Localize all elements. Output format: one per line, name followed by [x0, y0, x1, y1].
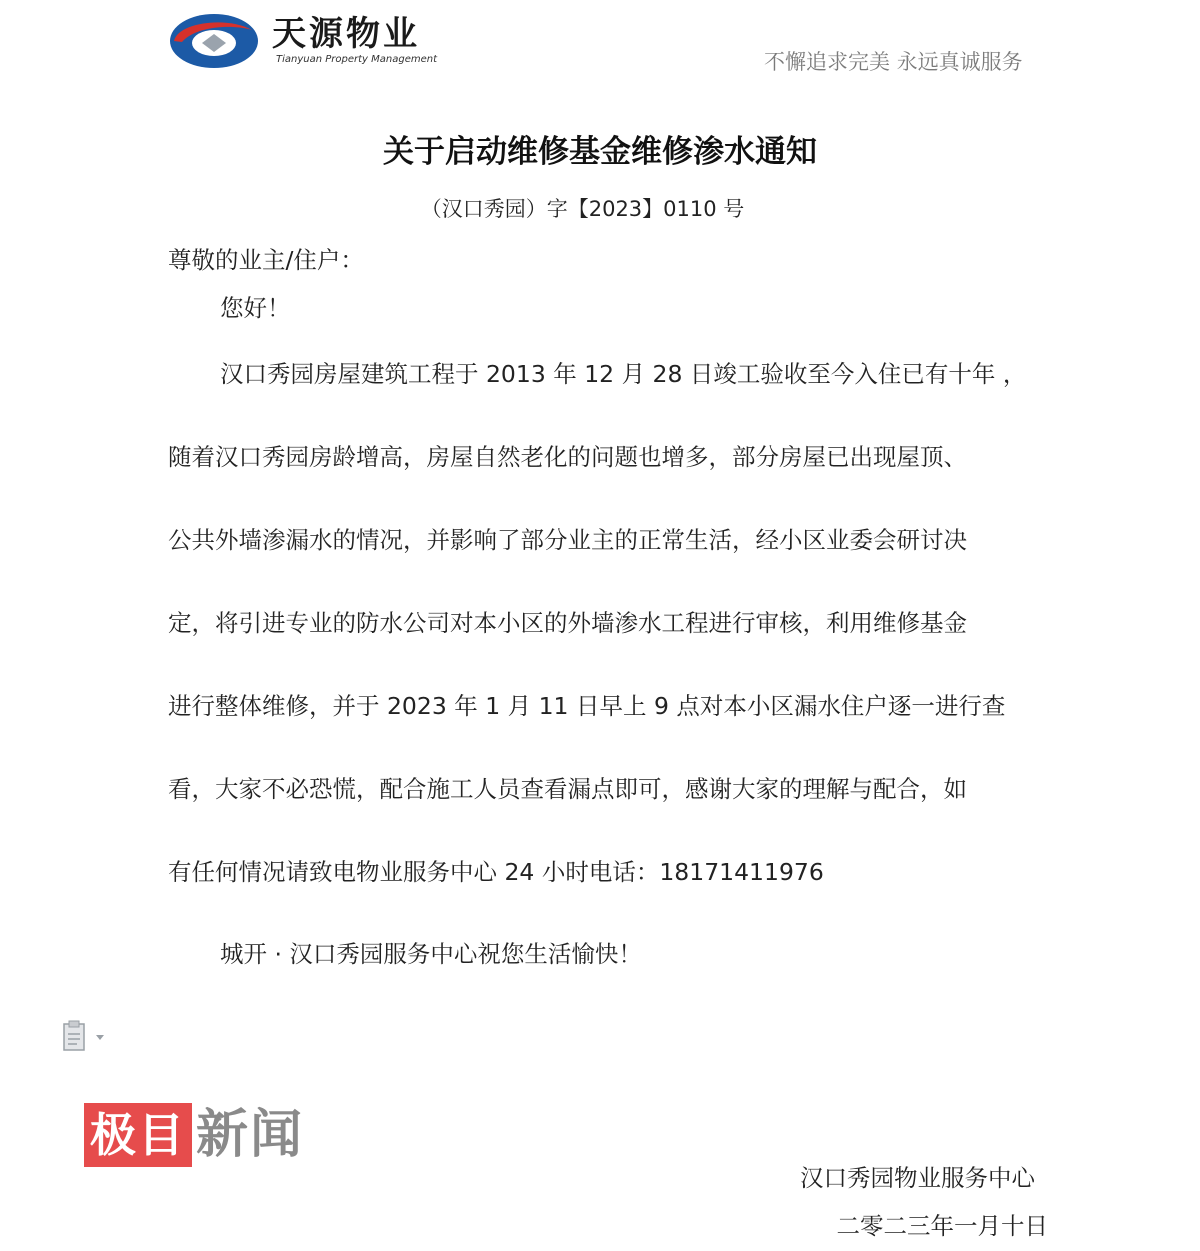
body-line: 定，将引进专业的防水公司对本小区的外墙渗水工程进行审核，利用维修基金 — [168, 609, 967, 637]
clipboard-icon[interactable] — [62, 1020, 110, 1052]
signature-date: 二零二三年一月十日 — [836, 1212, 1048, 1240]
company-logo-icon — [168, 12, 260, 70]
watermark-logo — [84, 1103, 304, 1167]
notice-number: （汉口秀园）字【2023】0110 号 — [420, 197, 745, 221]
notice-title: 关于启动维修基金维修渗水通知 — [383, 134, 817, 170]
signature-organization: 汉口秀园物业服务中心 — [800, 1164, 1035, 1192]
body-line: 汉口秀园房屋建筑工程于 2013 年 12 月 28 日竣工验收至今入住已有十年 ， — [220, 360, 1027, 388]
company-slogan: 不懈追求完美 永远真诚服务 — [764, 50, 1023, 74]
watermark-boxed-text: 极目 — [84, 1103, 192, 1167]
body-line: 进行整体维修，并于 2023 年 1 月 11 日早上 9 点对本小区漏水住户逐一进行查 — [168, 692, 1006, 720]
body-line: 看，大家不必恐慌，配合施工人员查看漏点即可，感谢大家的理解与配合，如 — [168, 775, 967, 803]
body-line: 随着汉口秀园房龄增高，房屋自然老化的问题也增多，部分房屋已出现屋顶、 — [168, 443, 967, 471]
greeting: 您好！ — [220, 294, 291, 322]
body-line: 有任何情况请致电物业服务中心 24 小时电话：18171411976 — [168, 858, 824, 886]
company-name-english: Tianyuan Property Management — [276, 54, 438, 65]
company-name: 天源物业 — [272, 14, 420, 54]
body-line: 公共外墙渗漏水的情况，并影响了部分业主的正常生活，经小区业委会研讨决 — [168, 526, 967, 554]
closing-line: 城开 · 汉口秀园服务中心祝您生活愉快！ — [220, 940, 642, 968]
salutation: 尊敬的业主/住户： — [168, 246, 364, 274]
watermark-plain-text: 新闻 — [196, 1104, 305, 1165]
